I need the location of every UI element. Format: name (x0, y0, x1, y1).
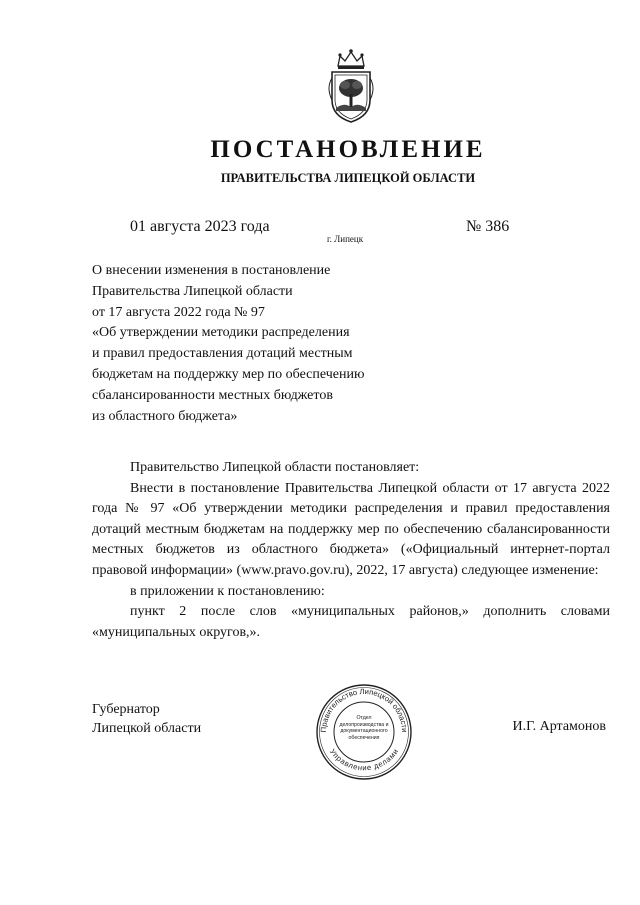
document-body (92, 458, 610, 643)
stamp-outer-text-path: Правительство Липецкой области (318, 686, 410, 733)
official-stamp (314, 682, 414, 782)
lipetsk-coat-of-arms-icon (326, 48, 376, 124)
subject-line: из областного бюджета» (92, 408, 238, 424)
document-date: 01 августа 2023 года (130, 218, 270, 235)
subject-line: «Об утверждении методики распределения (92, 325, 350, 341)
signer-name: И.Г. Артамонов (512, 719, 606, 734)
body-paragraph: Внести в постановление Правительства Липецкой области от 17 августа 2022 года № 97 «Об утверждении методики распределения и правил предоставления дотаций местным бюджетам на поддержку мер по обеспечению сбалансированности местных бюджетов из областного бюджета» («Официальный интернет-портал правовой информации» (www.pravo.gov.ru), 2022, 17 августа) следующее изменение: (92, 480, 610, 578)
subject-line: от 17 августа 2022 года № 97 (92, 304, 265, 320)
subject-line: и правил предоставления дотаций местным (92, 346, 353, 362)
subject-line: О внесении изменения в постановление (92, 263, 331, 278)
body-paragraph: Правительство Липецкой области постановляет: (130, 460, 420, 475)
signer-position-line: Липецкой области (92, 721, 202, 736)
document-number: № 386 (466, 218, 510, 235)
subject-line: бюджетам на поддержку мер по обеспечению (92, 366, 365, 382)
subject-line: Правительства Липецкой области (92, 283, 293, 299)
stamp-bottom-text-path: Управление делами (327, 747, 401, 773)
document-title: ПОСТАНОВЛЕНИЕ (210, 136, 486, 163)
subject-line: сбалансированности местных бюджетов (92, 387, 333, 403)
document-city: г. Липецк (327, 234, 364, 244)
signer-position-line: Губернатор (92, 702, 160, 717)
body-paragraph: пункт 2 после слов «муниципальных районов,» дополнить словами «муниципальных округов,». (92, 604, 610, 640)
document-subtitle: ПРАВИТЕЛЬСТВА ЛИПЕЦКОЙ ОБЛАСТИ (220, 171, 476, 185)
document-subject (92, 261, 422, 427)
signer-position (92, 700, 201, 738)
body-paragraph: в приложении к постановлению: (130, 583, 325, 599)
stamp-inner-text: Отдел делопроизводства и документационного обеспечения (339, 715, 389, 741)
